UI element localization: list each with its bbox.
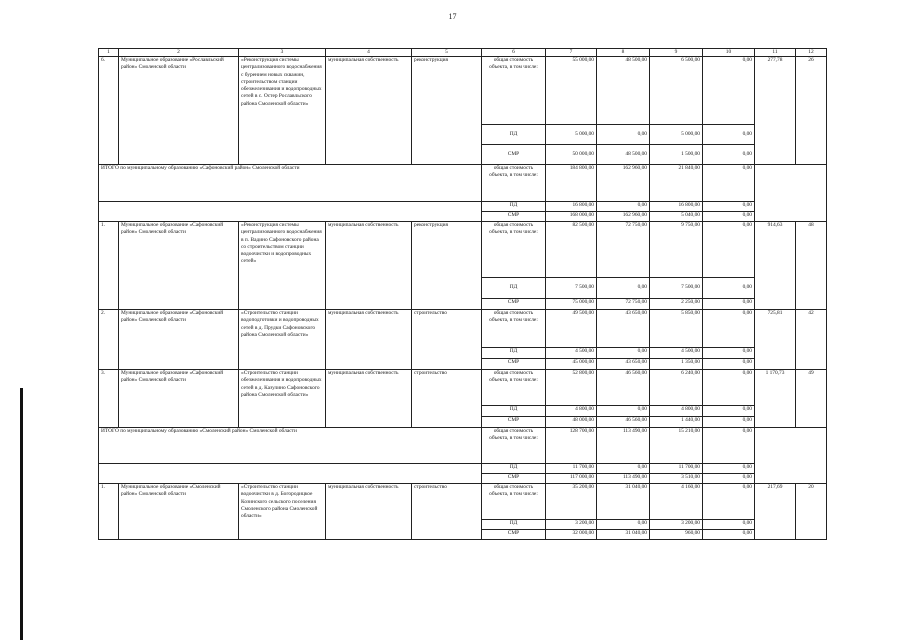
pd-label: ПД	[482, 348, 546, 359]
value-cell: 2 250,00	[650, 299, 703, 310]
pd-label: ПД	[482, 520, 546, 530]
table-row	[99, 370, 827, 406]
value-cell: 168 000,00	[546, 212, 597, 222]
total-cost-label: общая стоимость объекта, в том числе:	[482, 484, 546, 520]
value-cell: 31 040,00	[597, 530, 650, 540]
total-cost-label: общая стоимость объекта, в том числе:	[482, 165, 546, 202]
value-cell: 1 170,73	[755, 370, 796, 428]
row-number: 1.	[99, 484, 119, 540]
column-number: 8	[597, 49, 650, 57]
value-cell: 5 000,00	[546, 125, 597, 145]
value-cell: 72 750,00	[597, 299, 650, 310]
value-cell: 4 500,00	[650, 348, 703, 359]
municipality-cell: Муниципальное образование «Сафоновский район» Смоленской области	[119, 222, 239, 310]
smr-label: СМР	[482, 417, 546, 428]
value-cell: 26	[796, 57, 827, 165]
table-row	[99, 222, 827, 278]
object-description: «Строительство станции водоподготовки и водопроводных сетей в д. Прудки Сафоновского района Смоленской области»	[239, 310, 326, 370]
value-cell: 50 000,00	[546, 145, 597, 165]
value-cell: 72 750,00	[597, 222, 650, 278]
value-cell: 0,00	[597, 125, 650, 145]
total-cost-label: общая стоимость объекта, в том числе:	[482, 370, 546, 406]
pd-label: ПД	[482, 202, 546, 212]
value-cell: 45 000,00	[546, 359, 597, 370]
column-number: 11	[755, 49, 796, 57]
table-row	[99, 484, 827, 520]
value-cell: 48 500,00	[597, 145, 650, 165]
row-number: 6.	[99, 57, 119, 165]
value-cell: 0,00	[703, 406, 755, 417]
ownership-cell: муниципальная собственность	[326, 370, 412, 428]
value-cell: 184 800,00	[546, 165, 597, 202]
value-cell: 0,00	[703, 428, 755, 464]
value-cell: 49 500,00	[546, 310, 597, 348]
value-cell: 0,00	[597, 406, 650, 417]
work-type-cell: строительство	[412, 484, 482, 540]
municipality-cell: Муниципальное образование «Рославльский район» Смоленской области	[119, 57, 239, 165]
value-cell: 55 000,00	[546, 57, 597, 125]
value-cell: 48	[796, 222, 827, 310]
municipality-cell: Муниципальное образование «Сафоновский район» Смоленской области	[119, 370, 239, 428]
object-description: «Реконструкция системы централизованного водоснабжения с бурением новых скважин, строительством станции обезжелезивания и водопроводных сетей в с. Остер Рославльского района Смоленской области»	[239, 57, 326, 165]
total-row	[99, 202, 827, 212]
value-cell: 11 700,00	[546, 464, 597, 474]
value-cell: 162 960,00	[597, 212, 650, 222]
value-cell: 0,00	[703, 348, 755, 359]
empty-cell	[755, 165, 827, 222]
empty-cell	[99, 464, 482, 484]
value-cell: 0,00	[703, 125, 755, 145]
value-cell: 113 490,00	[597, 428, 650, 464]
column-number: 10	[703, 49, 755, 57]
value-cell: 5 850,00	[650, 310, 703, 348]
value-cell: 5 000,00	[650, 125, 703, 145]
object-description: «Реконструкция системы централизованного водоснабжения в п. Вадино Сафоновского района со строительством станции водоочистки и водопроводных сетей»	[239, 222, 326, 310]
value-cell: 0,00	[703, 202, 755, 212]
value-cell: 725,81	[755, 310, 796, 370]
value-cell: 20	[796, 484, 827, 540]
value-cell: 48 000,00	[546, 417, 597, 428]
value-cell: 0,00	[703, 310, 755, 348]
column-number: 2	[119, 49, 239, 57]
total-cost-label: общая стоимость объекта, в том числе:	[482, 310, 546, 348]
value-cell: 9 750,00	[650, 222, 703, 278]
smr-label: СМР	[482, 359, 546, 370]
value-cell: 4 500,00	[546, 348, 597, 359]
pd-label: ПД	[482, 278, 546, 299]
value-cell: 75 000,00	[546, 299, 597, 310]
value-cell: 6 500,00	[650, 57, 703, 125]
value-cell: 52 800,00	[546, 370, 597, 406]
value-cell: 0,00	[703, 520, 755, 530]
column-number-row	[99, 49, 827, 57]
total-row	[99, 165, 827, 202]
value-cell: 43 650,00	[597, 310, 650, 348]
value-cell: 3 200,00	[650, 520, 703, 530]
page-number: 17	[448, 12, 457, 21]
row-number: 1.	[99, 222, 119, 310]
column-number: 7	[546, 49, 597, 57]
value-cell: 1 440,00	[650, 417, 703, 428]
work-type-cell: реконструкция	[412, 222, 482, 310]
smr-label: СМР	[482, 474, 546, 484]
value-cell: 0,00	[703, 370, 755, 406]
value-cell: 48 500,00	[597, 57, 650, 125]
ownership-cell: муниципальная собственность	[326, 222, 412, 310]
total-cost-label: общая стоимость объекта, в том числе:	[482, 57, 546, 125]
value-cell: 4 800,00	[546, 406, 597, 417]
column-number: 3	[239, 49, 326, 57]
value-cell: 277,78	[755, 57, 796, 165]
value-cell: 16 800,00	[650, 202, 703, 212]
value-cell: 0,00	[703, 299, 755, 310]
value-cell: 32 000,00	[546, 530, 597, 540]
value-cell: 0,00	[703, 359, 755, 370]
value-cell: 0,00	[703, 474, 755, 484]
total-label: ИТОГО по муниципальному образованию «Сафоновский район» Смоленской области	[99, 165, 482, 202]
value-cell: 35 200,00	[546, 484, 597, 520]
value-cell: 7 500,00	[546, 278, 597, 299]
column-number: 4	[326, 49, 412, 57]
scan-edge-line	[20, 388, 23, 640]
pd-label: ПД	[482, 464, 546, 474]
investment-table	[98, 48, 827, 540]
value-cell: 0,00	[597, 202, 650, 212]
column-number: 1	[99, 49, 119, 57]
value-cell: 46 560,00	[597, 417, 650, 428]
value-cell: 0,00	[703, 278, 755, 299]
column-number: 6	[482, 49, 546, 57]
value-cell: 5 040,00	[650, 212, 703, 222]
value-cell: 0,00	[703, 212, 755, 222]
value-cell: 128 700,00	[546, 428, 597, 464]
value-cell: 0,00	[703, 57, 755, 125]
value-cell: 914,63	[755, 222, 796, 310]
work-type-cell: строительство	[412, 310, 482, 370]
smr-label: СМР	[482, 530, 546, 540]
ownership-cell: муниципальная собственность	[326, 57, 412, 165]
value-cell: 82 500,00	[546, 222, 597, 278]
column-number: 5	[412, 49, 482, 57]
total-cost-label: общая стоимость объекта, в том числе:	[482, 428, 546, 464]
pd-label: ПД	[482, 125, 546, 145]
value-cell: 0,00	[597, 520, 650, 530]
value-cell: 16 800,00	[546, 202, 597, 212]
column-number: 9	[650, 49, 703, 57]
value-cell: 6 240,00	[650, 370, 703, 406]
value-cell: 46 560,00	[597, 370, 650, 406]
value-cell: 217,69	[755, 484, 796, 540]
value-cell: 0,00	[703, 530, 755, 540]
value-cell: 42	[796, 310, 827, 370]
value-cell: 3 510,00	[650, 474, 703, 484]
value-cell: 3 200,00	[546, 520, 597, 530]
municipality-cell: Муниципальное образование «Смоленский район» Смоленской области	[119, 484, 239, 540]
value-cell: 117 000,00	[546, 474, 597, 484]
value-cell: 7 500,00	[650, 278, 703, 299]
value-cell: 0,00	[703, 165, 755, 202]
smr-label: СМР	[482, 299, 546, 310]
value-cell: 4 160,00	[650, 484, 703, 520]
value-cell: 11 700,00	[650, 464, 703, 474]
total-row	[99, 428, 827, 464]
value-cell: 0,00	[597, 278, 650, 299]
row-number: 3.	[99, 370, 119, 428]
value-cell: 0,00	[703, 484, 755, 520]
value-cell: 21 840,00	[650, 165, 703, 202]
table-row	[99, 57, 827, 125]
total-row	[99, 464, 827, 474]
row-number: 2.	[99, 310, 119, 370]
value-cell: 1 350,00	[650, 359, 703, 370]
value-cell: 0,00	[597, 464, 650, 474]
column-number: 12	[796, 49, 827, 57]
value-cell: 162 960,00	[597, 165, 650, 202]
value-cell: 15 210,00	[650, 428, 703, 464]
value-cell: 0,00	[597, 348, 650, 359]
value-cell: 1 500,00	[650, 145, 703, 165]
value-cell: 0,00	[703, 145, 755, 165]
value-cell: 49	[796, 370, 827, 428]
empty-cell	[755, 428, 827, 484]
municipality-cell: Муниципальное образование «Сафоновский район» Смоленской области	[119, 310, 239, 370]
value-cell: 0,00	[703, 464, 755, 474]
empty-cell	[99, 202, 482, 222]
value-cell: 4 800,00	[650, 406, 703, 417]
work-type-cell: строительство	[412, 370, 482, 428]
value-cell: 43 650,00	[597, 359, 650, 370]
table-row	[99, 310, 827, 348]
work-type-cell: реконструкция	[412, 57, 482, 165]
ownership-cell: муниципальная собственность	[326, 310, 412, 370]
total-label: ИТОГО по муниципальному образованию «Смоленский район» Смоленской области	[99, 428, 482, 464]
smr-label: СМР	[482, 212, 546, 222]
smr-label: СМР	[482, 145, 546, 165]
value-cell: 0,00	[703, 222, 755, 278]
value-cell: 960,00	[650, 530, 703, 540]
object-description: «Строительство станции водоочистки в д. Богородицкое Козинского сельского поселения Смоленского района Смоленской области»	[239, 484, 326, 540]
value-cell: 0,00	[703, 417, 755, 428]
ownership-cell: муниципальная собственность	[326, 484, 412, 540]
object-description: «Строительство станции обезжелезивания и водопроводных сетей в д. Казулино Сафоновского района Смоленской области»	[239, 370, 326, 428]
value-cell: 31 040,00	[597, 484, 650, 520]
pd-label: ПД	[482, 406, 546, 417]
value-cell: 113 490,00	[597, 474, 650, 484]
total-cost-label: общая стоимость объекта, в том числе:	[482, 222, 546, 278]
